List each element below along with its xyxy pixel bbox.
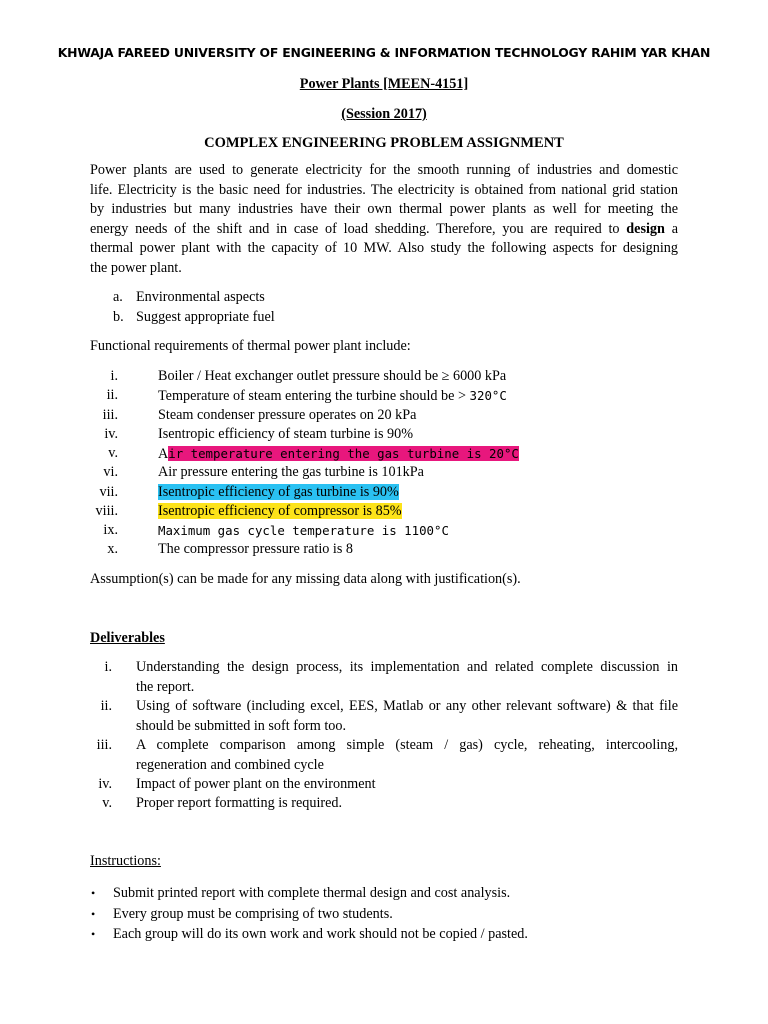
deliverable-line: A complete comparison among simple (steam / gas) cycle, reheating, intercooling,	[136, 737, 678, 753]
requirement-item-highlighted-pink	[158, 444, 519, 464]
deliverable-line: Understanding the design process, its implementation and related complete discussion in	[136, 659, 678, 675]
req-marker: x.	[107, 541, 118, 557]
req-marker: v.	[108, 445, 118, 461]
functional-intro: Functional requirements of thermal power plant include:	[90, 338, 411, 354]
requirement-item: Boiler / Heat exchanger outlet pressure should be ≥ 6000 kPa	[158, 368, 507, 384]
requirement-item: Air pressure entering the gas turbine is 101kPa	[158, 464, 424, 480]
bullet-icon: •	[91, 927, 96, 941]
req-marker: iii.	[102, 407, 118, 423]
deliverable-line: the report.	[136, 678, 195, 695]
deliverable-marker: i.	[104, 659, 112, 675]
requirement-text: Temperature of steam entering the turbine should be >	[158, 388, 466, 404]
deliverable-item	[136, 658, 678, 697]
requirement-item-highlighted-yellow	[158, 502, 402, 521]
intro-line	[90, 220, 678, 240]
aspect-item: Suggest appropriate fuel	[136, 309, 275, 325]
deliverables-heading: Deliverables	[90, 630, 165, 646]
blue-highlight: Isentropic efficiency of gas turbine is 90%	[158, 484, 399, 500]
intro-paragraph	[90, 161, 678, 278]
aspect-marker: b.	[113, 309, 124, 325]
deliverable-item	[136, 736, 678, 775]
instruction-item: Submit printed report with complete thermal design and cost analysis.	[113, 885, 511, 901]
requirement-item: The compressor pressure ratio is 8	[158, 541, 354, 557]
requirement-item	[158, 386, 507, 406]
intro-line: Power plants are used to generate electricity for the smooth running of industries and domestic	[90, 162, 678, 178]
intro-text: energy needs of the shift and in case of load shedding. Therefore, you are required to	[90, 220, 620, 237]
deliverable-marker: ii.	[100, 698, 112, 714]
req-marker: vii.	[99, 484, 118, 500]
assumption-note: Assumption(s) can be made for any missing data along with justification(s).	[90, 571, 521, 587]
requirement-value: 320°C	[469, 388, 507, 403]
bullet-icon: •	[91, 886, 96, 900]
deliverable-line: regeneration and combined cycle	[136, 756, 324, 773]
instructions-heading: Instructions:	[90, 853, 161, 869]
deliverable-line: should be submitted in soft form too.	[136, 717, 347, 734]
req-marker: iv.	[104, 426, 118, 442]
intro-line: life. Electricity is the basic need for industries. The electricity is obtained from national grid station	[90, 181, 678, 198]
assignment-title: COMPLEX ENGINEERING PROBLEM ASSIGNMENT	[204, 135, 564, 151]
deliverable-item	[136, 697, 678, 736]
deliverable-marker: iii.	[96, 737, 112, 753]
req-marker: ii.	[106, 387, 118, 403]
intro-line: thermal power plant with the capacity of 10 MW. Also study the following aspects for designing	[90, 240, 678, 256]
intro-line: the power plant.	[90, 259, 182, 276]
deliverable-marker: iv.	[98, 776, 112, 792]
req-marker: viii.	[95, 503, 118, 519]
req-marker: i.	[110, 368, 118, 384]
requirement-text: A	[158, 446, 169, 462]
aspect-item: Environmental aspects	[136, 289, 265, 305]
yellow-highlight: Isentropic efficiency of compressor is 85%	[158, 503, 402, 519]
deliverable-item: Impact of power plant on the environment	[136, 776, 376, 792]
deliverable-item: Proper report formatting is required.	[136, 795, 343, 811]
aspect-marker: a.	[113, 289, 123, 305]
requirement-item-highlighted-blue	[158, 483, 399, 502]
design-emphasis: design	[626, 220, 665, 237]
req-marker: vi.	[103, 464, 118, 480]
instruction-item: Each group will do its own work and work should not be copied / pasted.	[113, 926, 528, 942]
pink-highlight: ir temperature entering the gas turbine is 20°C	[168, 446, 519, 461]
instruction-item: Every group must be comprising of two students.	[113, 906, 393, 922]
session-label: (Session 2017)	[341, 106, 427, 122]
requirement-item: Isentropic efficiency of steam turbine is 90%	[158, 426, 414, 442]
intro-text-end: a	[671, 220, 678, 237]
requirement-item: Maximum gas cycle temperature is 1100°C	[158, 523, 449, 538]
req-marker: ix.	[103, 522, 118, 538]
course-title: Power Plants [MEEN-4151]	[299, 76, 469, 92]
intro-line: by industries but many industries have their own thermal power plants as well for meeting the	[90, 201, 678, 217]
bullet-icon: •	[91, 907, 96, 921]
requirement-item: Steam condenser pressure operates on 20 kPa	[158, 407, 417, 423]
deliverable-line: Using of software (including excel, EES, Matlab or any other relevant software) & that file	[136, 698, 678, 714]
deliverable-marker: v.	[102, 795, 112, 811]
university-name: KHWAJA FAREED UNIVERSITY OF ENGINEERING & INFORMATION TECHNOLOGY RAHIM YAR KHAN	[57, 45, 711, 60]
